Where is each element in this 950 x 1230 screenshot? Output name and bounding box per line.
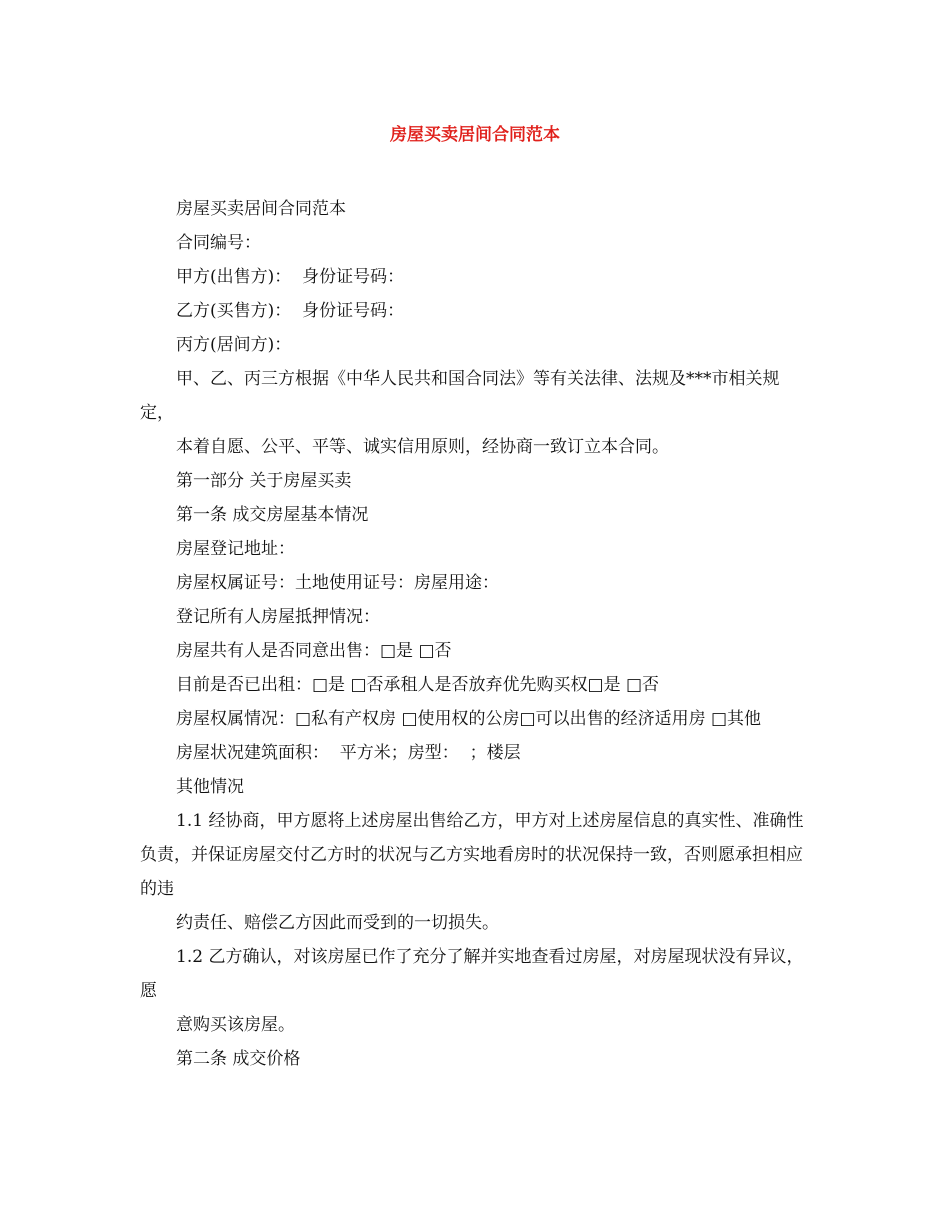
paragraph: 目前是否已出租：□是 □否承租人是否放弃优先购买权□是 □否 [176, 675, 660, 695]
article-heading: 第一条 成交房屋基本情况 [176, 505, 369, 525]
article-heading: 第二条 成交价格 [176, 1049, 301, 1069]
section-heading: 第一部分 关于房屋买卖 [176, 471, 352, 491]
paragraph: 房屋登记地址： [176, 539, 295, 559]
paragraph: 约责任、赔偿乙方因此而受到的一切损失。 [176, 913, 499, 933]
paragraph: 甲方(出售方)： 身份证号码： [176, 267, 405, 287]
paragraph: 房屋权属情况：□私有产权房 □使用权的公房□可以出售的经济适用房 □其他 [176, 709, 762, 729]
paragraph: 其他情况 [176, 777, 244, 797]
paragraph: 房屋共有人是否同意出售：□是 □否 [176, 641, 452, 661]
paragraph: 意购买该房屋。 [176, 1015, 295, 1035]
paragraph: 房屋状况建筑面积： 平方米；房型： ；楼层 [176, 743, 521, 763]
paragraph: 丙方(居间方)： [176, 335, 292, 355]
document-body [140, 192, 812, 1076]
paragraph: 本着自愿、公平、平等、诚实信用原则，经协商一致订立本合同。 [176, 437, 669, 457]
clause-paragraph: 1.1 经协商，甲方愿将上述房屋出售给乙方，甲方对上述房屋信息的真实性、准确性负责，并保证房屋交付乙方时的状况与乙方实地看房时的状况保持一致，否则愿承担相应的违 [140, 811, 804, 899]
paragraph: 甲、乙、丙三方根据《中华人民共和国合同法》等有关法律、法规及***市相关规定， [140, 369, 780, 423]
paragraph: 登记所有人房屋抵押情况： [176, 607, 380, 627]
paragraph: 房屋买卖居间合同范本 [176, 199, 346, 219]
document-title: 房屋买卖居间合同范本 [390, 125, 560, 145]
clause-paragraph: 1.2 乙方确认，对该房屋已作了充分了解并实地查看过房屋，对房屋现状没有异议，愿 [140, 947, 804, 1001]
paragraph: 房屋权属证号：土地使用证号：房屋用途： [176, 573, 499, 593]
paragraph: 乙方(买售方)： 身份证号码： [176, 301, 405, 321]
paragraph: 合同编号： [176, 233, 261, 253]
